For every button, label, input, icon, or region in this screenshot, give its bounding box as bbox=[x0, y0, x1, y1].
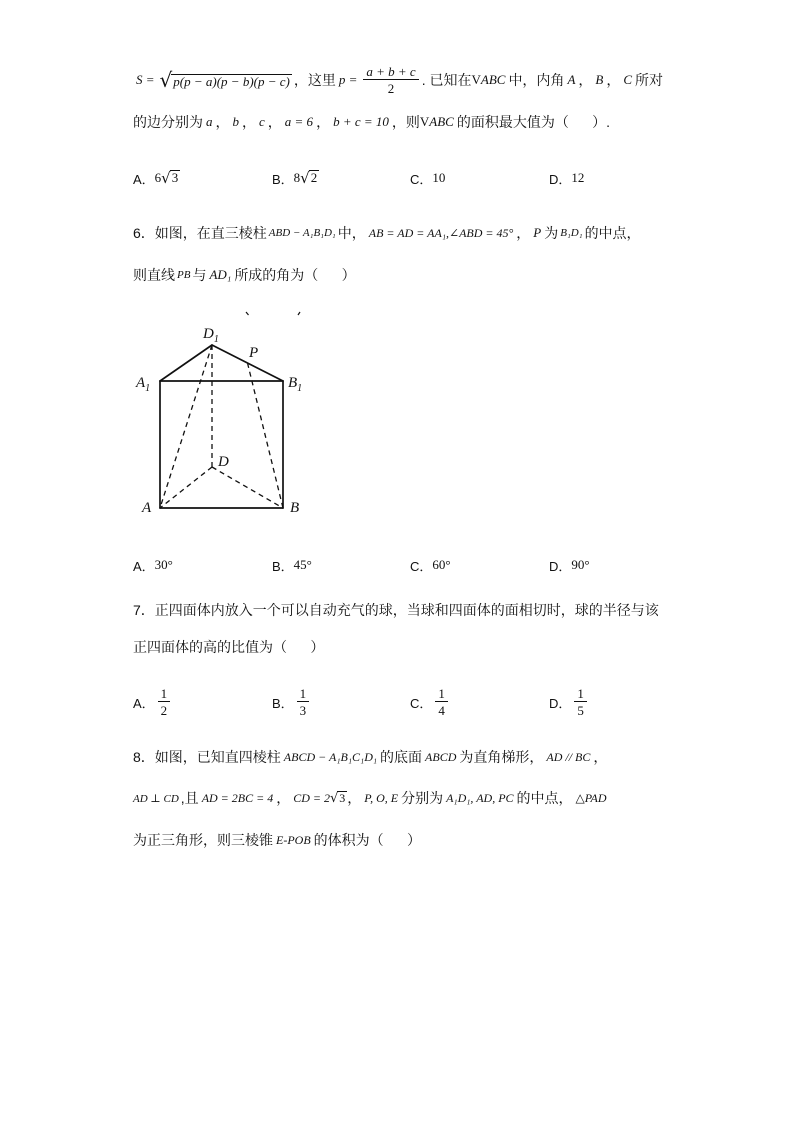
text-segment: 为直角梯形， bbox=[459, 749, 544, 765]
option-fraction bbox=[297, 686, 310, 718]
option-fraction bbox=[158, 686, 171, 718]
label-a1 bbox=[135, 375, 150, 394]
q5-line-2 bbox=[133, 112, 610, 132]
text-segment: 则直线 bbox=[133, 267, 175, 283]
label-sub: 1 bbox=[213, 334, 219, 345]
label-main: D bbox=[203, 326, 214, 342]
text-segment: . 已知在 bbox=[421, 72, 472, 88]
text-segment: 的中点， bbox=[516, 790, 573, 806]
side-b: b bbox=[232, 114, 239, 129]
option-value: 45° bbox=[293, 557, 312, 572]
option-letter: C． bbox=[410, 558, 433, 574]
fraction-numerator: 1 bbox=[297, 686, 310, 702]
label-main: A bbox=[136, 375, 146, 391]
heron-radicand: p(p − a)(p − b)(p − c) bbox=[173, 74, 290, 90]
label-a: A bbox=[142, 500, 152, 516]
option-sqrt bbox=[161, 170, 180, 186]
text-segment: 与 bbox=[192, 267, 207, 283]
tick-mark bbox=[246, 312, 249, 315]
option-radicand: 3 bbox=[171, 170, 179, 186]
triangle-symbol: V bbox=[471, 72, 481, 87]
comma: ， bbox=[276, 790, 291, 806]
comma: ， bbox=[316, 114, 331, 130]
q7-option-d bbox=[549, 684, 590, 720]
question-text: 8．如图，已知直四棱柱 bbox=[133, 749, 281, 765]
radical-sign: √ bbox=[300, 168, 310, 187]
option-letter: A． bbox=[133, 558, 155, 574]
text-segment: ,且 bbox=[180, 790, 199, 806]
option-value: 30° bbox=[154, 557, 173, 572]
q6-option-a bbox=[133, 555, 173, 575]
option-radicand: 2 bbox=[310, 170, 318, 186]
fraction-denominator: 3 bbox=[299, 703, 307, 718]
cd-radicand: 3 bbox=[339, 790, 346, 805]
segment-b1d1: B₁D₁ bbox=[560, 227, 583, 239]
semi-perimeter-fraction bbox=[363, 64, 418, 96]
line-pb: PB bbox=[177, 269, 191, 281]
label-sub: 1 bbox=[297, 383, 303, 394]
line-ad1: AD₁ bbox=[209, 267, 232, 282]
q5-option-d bbox=[549, 168, 584, 188]
q6-option-d bbox=[549, 555, 590, 575]
side-a: a bbox=[206, 114, 213, 129]
scan-ticks bbox=[246, 312, 300, 315]
option-value: 12 bbox=[571, 170, 585, 185]
text-segment: 的体积为（ ） bbox=[313, 832, 421, 848]
question-text: 正四面体的高的比值为（ ） bbox=[133, 639, 325, 655]
dashed-p-b bbox=[248, 363, 284, 508]
option-letter: B． bbox=[272, 695, 294, 711]
q6-option-b bbox=[272, 555, 312, 575]
option-letter: A． bbox=[133, 695, 155, 711]
text-segment: ，这里 bbox=[293, 72, 336, 88]
text-segment: 为 bbox=[544, 225, 559, 241]
label-b: B bbox=[290, 500, 300, 516]
cd-sqrt bbox=[330, 791, 347, 806]
p-equals: p = bbox=[338, 72, 358, 87]
q6-option-c bbox=[410, 555, 451, 575]
label-d: D bbox=[218, 454, 229, 470]
q5-option-a bbox=[133, 168, 180, 188]
midpoint-segments: A₁D₁, AD, PC bbox=[446, 790, 514, 805]
option-fraction bbox=[435, 686, 448, 718]
q7-option-a bbox=[133, 684, 173, 720]
base-name: ABCD bbox=[425, 749, 457, 764]
text-segment: 所成的角为（ ） bbox=[234, 267, 356, 283]
hidden-edges bbox=[160, 345, 283, 508]
option-coefficient: 6 bbox=[154, 170, 162, 185]
option-sqrt bbox=[300, 170, 319, 186]
text-segment: 中，内角 bbox=[508, 72, 565, 88]
dashed-d-b bbox=[212, 467, 283, 508]
q5-option-c bbox=[410, 168, 445, 188]
comma: ， bbox=[267, 114, 282, 130]
side-c: c bbox=[259, 114, 265, 129]
triangle-name: ABC bbox=[429, 114, 454, 129]
q6-line-2 bbox=[133, 265, 356, 285]
option-letter: C． bbox=[410, 695, 433, 711]
text-segment: ，则 bbox=[391, 114, 420, 130]
label-p: P bbox=[249, 345, 259, 361]
radical-sign: √ bbox=[159, 68, 173, 92]
fraction-denominator: 5 bbox=[577, 703, 584, 718]
text-segment: 分别为 bbox=[401, 790, 444, 806]
length-condition: AD = 2BC = 4 bbox=[201, 790, 274, 805]
option-letter: B． bbox=[272, 171, 294, 187]
option-coefficient: 8 bbox=[293, 170, 301, 185]
dashed-d-a bbox=[160, 467, 212, 508]
option-letter: C． bbox=[410, 171, 433, 187]
radical-sign: √ bbox=[330, 791, 339, 807]
triangle-pad: △PAD bbox=[575, 790, 607, 805]
angle-b: B bbox=[595, 72, 604, 87]
text-segment: 的边分别为 bbox=[133, 114, 203, 130]
triangle-name: ABC bbox=[480, 72, 506, 87]
angle-a: A bbox=[567, 72, 576, 87]
fraction-denominator: 2 bbox=[160, 703, 168, 718]
option-letter: B． bbox=[272, 558, 294, 574]
prism-figure bbox=[130, 300, 320, 525]
equation-a: a = 6 bbox=[284, 114, 314, 129]
parallel-condition: AD // BC bbox=[546, 749, 591, 764]
comma: ， bbox=[516, 225, 531, 241]
perpendicular-condition: AD ⊥ CD bbox=[133, 792, 179, 805]
q5-line-1 bbox=[133, 62, 663, 98]
comma: ， bbox=[578, 72, 593, 88]
text-segment: 的面积最大值为（ ）. bbox=[456, 114, 611, 130]
fraction-numerator: 1 bbox=[435, 686, 448, 702]
comma: ， bbox=[606, 72, 621, 88]
option-value: 10 bbox=[432, 170, 446, 185]
q7-option-b bbox=[272, 684, 312, 720]
label-d1 bbox=[202, 326, 219, 345]
triangle-symbol: V bbox=[419, 114, 430, 129]
dashed-d1-a bbox=[160, 345, 212, 508]
q8-line-1 bbox=[133, 747, 607, 767]
option-letter: A． bbox=[133, 171, 155, 187]
text-segment: 所对 bbox=[635, 72, 664, 88]
question-text: 6．如图，在直三棱柱 bbox=[133, 225, 267, 241]
comma: ， bbox=[347, 790, 362, 806]
fraction-denominator: 2 bbox=[387, 81, 395, 96]
question-text: 7．正四面体内放入一个可以自动充气的球，当球和四面体的面相切时，球的半径与该 bbox=[133, 602, 659, 618]
option-letter: D． bbox=[549, 558, 572, 574]
points-poe: P, O, E bbox=[364, 790, 399, 805]
label-main: B bbox=[288, 375, 298, 391]
option-letter: D． bbox=[549, 171, 572, 187]
option-letter: D． bbox=[549, 695, 572, 711]
text-segment: 的底面 bbox=[380, 749, 423, 765]
q8-line-3 bbox=[133, 830, 421, 850]
text-segment: 的中点， bbox=[584, 225, 641, 241]
pyramid-name: E-POB bbox=[276, 832, 311, 847]
q7-line-1 bbox=[133, 600, 659, 620]
prism-name: ABCD − A₁B₁C₁D₁ bbox=[283, 749, 378, 764]
option-fraction bbox=[574, 686, 587, 718]
option-value: 60° bbox=[432, 557, 451, 572]
fraction-numerator: a + b + c bbox=[363, 64, 418, 80]
fraction-denominator: 4 bbox=[438, 703, 445, 718]
heron-s-equals: S = bbox=[136, 72, 155, 87]
tick-mark bbox=[298, 312, 300, 315]
heron-sqrt bbox=[158, 70, 294, 90]
radical-sign: √ bbox=[161, 168, 171, 187]
cd-length: CD = 2 bbox=[293, 790, 330, 805]
equation-b-plus-c: b + c = 10 bbox=[333, 114, 389, 129]
q8-line-2 bbox=[133, 788, 610, 808]
comma: ， bbox=[242, 114, 256, 130]
text-segment: 为正三角形，则三棱锥 bbox=[133, 832, 273, 848]
option-value: 90° bbox=[571, 557, 590, 572]
label-b1 bbox=[288, 375, 302, 394]
edge-a1-d1 bbox=[160, 345, 212, 381]
given-conditions: AB = AD = AA₁,∠ABD = 45° bbox=[368, 225, 514, 240]
fraction-numerator: 1 bbox=[158, 686, 171, 702]
q5-option-b bbox=[272, 168, 319, 188]
point-p: P bbox=[533, 225, 542, 240]
comma: ， bbox=[593, 749, 608, 765]
label-sub: 1 bbox=[145, 383, 151, 394]
q6-line-1 bbox=[133, 223, 641, 243]
solid-edges bbox=[160, 345, 283, 508]
q7-line-2 bbox=[133, 637, 324, 657]
prism-name: ABD − A₁B₁D₁ bbox=[268, 227, 336, 239]
comma: ， bbox=[215, 114, 230, 130]
angle-c: C bbox=[623, 72, 633, 87]
text-segment: 中， bbox=[337, 225, 366, 241]
fraction-numerator: 1 bbox=[574, 686, 587, 702]
q7-option-c bbox=[410, 684, 451, 720]
